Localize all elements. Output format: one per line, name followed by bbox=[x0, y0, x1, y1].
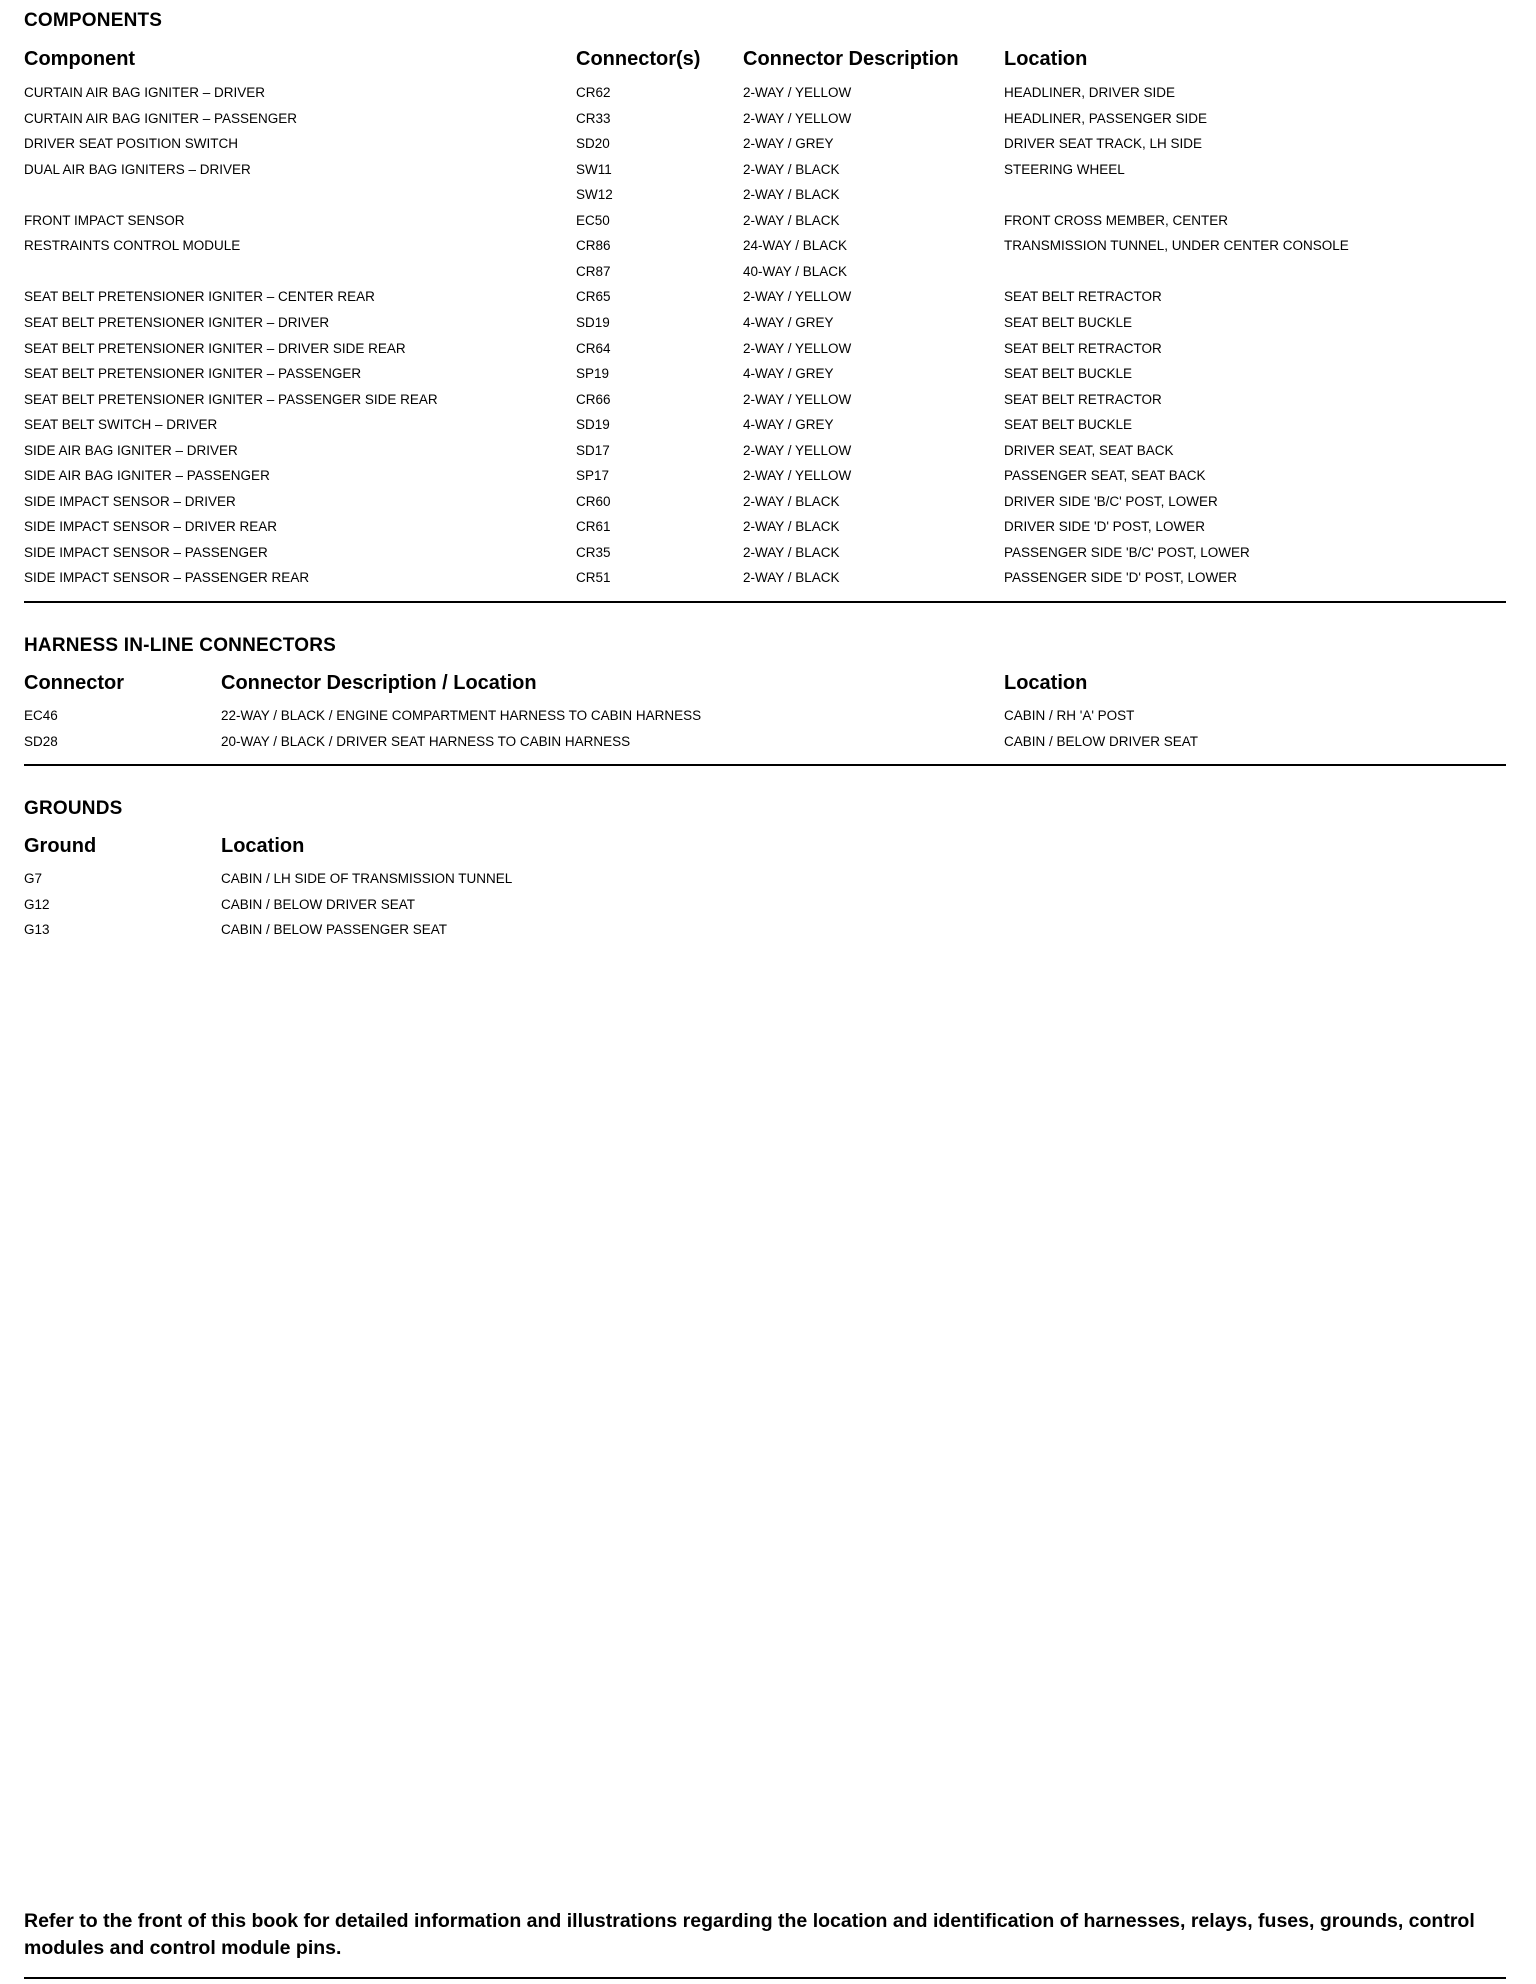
harness-location: CABIN / RH 'A' POST bbox=[1004, 708, 1135, 723]
component-name: SIDE IMPACT SENSOR – PASSENGER bbox=[24, 544, 268, 560]
component-connector-description: 40-WAY / BLACK bbox=[743, 263, 848, 279]
component-name: SIDE IMPACT SENSOR – DRIVER bbox=[24, 493, 236, 509]
section-divider bbox=[24, 601, 1506, 603]
component-name: SEAT BELT PRETENSIONER IGNITER – CENTER REAR bbox=[24, 289, 375, 305]
ground-row bbox=[24, 917, 1506, 943]
component-location: SEAT BELT BUCKLE bbox=[1004, 417, 1133, 433]
component-row bbox=[24, 489, 1506, 515]
component-row bbox=[24, 463, 1506, 489]
component-connector-description: 2-WAY / BLACK bbox=[743, 187, 840, 203]
component-location: STEERING WHEEL bbox=[1004, 161, 1125, 177]
component-connector: CR86 bbox=[576, 238, 611, 254]
component-connector-description: 2-WAY / BLACK bbox=[743, 544, 840, 560]
component-name: CURTAIN AIR BAG IGNITER – DRIVER bbox=[24, 85, 266, 100]
component-location: HEADLINER, DRIVER SIDE bbox=[1004, 85, 1176, 100]
component-connector-description: 2-WAY / BLACK bbox=[743, 519, 840, 535]
component-row bbox=[24, 361, 1506, 387]
harness-title: HARNESS IN-LINE CONNECTORS bbox=[24, 635, 337, 656]
components-header-connectors: Connector(s) bbox=[576, 48, 701, 70]
component-row bbox=[24, 438, 1506, 464]
component-row bbox=[24, 310, 1506, 336]
component-location: SEAT BELT RETRACTOR bbox=[1004, 340, 1162, 356]
component-connector: CR64 bbox=[576, 340, 611, 356]
component-connector: EC50 bbox=[576, 212, 610, 228]
ground-location: CABIN / LH SIDE OF TRANSMISSION TUNNEL bbox=[221, 871, 513, 886]
component-location: FRONT CROSS MEMBER, CENTER bbox=[1004, 212, 1229, 228]
component-row bbox=[24, 182, 1506, 208]
component-location: SEAT BELT BUCKLE bbox=[1004, 366, 1133, 382]
grounds-title: GROUNDS bbox=[24, 798, 123, 819]
component-connector-description: 2-WAY / YELLOW bbox=[743, 85, 852, 100]
harness-row bbox=[24, 703, 1506, 729]
ground-row bbox=[24, 892, 1506, 918]
component-connector: SW12 bbox=[576, 187, 613, 203]
component-name: SEAT BELT PRETENSIONER IGNITER – PASSENGER SIDE REAR bbox=[24, 391, 438, 407]
footer-note: Refer to the front of this book for detailed information and illustrations regarding the location and identification of harnesses, relays, fuses, grounds, control modules and control module pins. bbox=[24, 1910, 1475, 1959]
component-connector-description: 2-WAY / YELLOW bbox=[743, 340, 852, 356]
footer-rule bbox=[24, 1977, 1506, 1979]
component-row bbox=[24, 284, 1506, 310]
component-row bbox=[24, 131, 1506, 157]
component-connector: CR62 bbox=[576, 85, 611, 100]
component-connector: CR87 bbox=[576, 263, 611, 279]
component-connector: SP17 bbox=[576, 468, 610, 484]
component-location: TRANSMISSION TUNNEL, UNDER CENTER CONSOLE bbox=[1004, 238, 1349, 254]
component-row bbox=[24, 157, 1506, 183]
component-connector-description: 4-WAY / GREY bbox=[743, 366, 834, 382]
components-title: COMPONENTS bbox=[24, 10, 163, 31]
ground-id: G13 bbox=[24, 922, 50, 938]
harness-description: 22-WAY / BLACK / ENGINE COMPARTMENT HARNESS TO CABIN HARNESS bbox=[221, 708, 702, 723]
component-row bbox=[24, 412, 1506, 438]
component-row bbox=[24, 387, 1506, 413]
component-row bbox=[24, 208, 1506, 234]
harness-header-description: Connector Description / Location bbox=[221, 672, 537, 694]
harness-description: 20-WAY / BLACK / DRIVER SEAT HARNESS TO CABIN HARNESS bbox=[221, 733, 631, 749]
component-name: RESTRAINTS CONTROL MODULE bbox=[24, 238, 241, 254]
component-connector: SW11 bbox=[576, 161, 612, 177]
component-name: SIDE IMPACT SENSOR – DRIVER REAR bbox=[24, 519, 278, 535]
component-connector-description: 2-WAY / YELLOW bbox=[743, 110, 852, 126]
component-row bbox=[24, 565, 1506, 591]
component-connector: SD19 bbox=[576, 417, 610, 433]
component-connector: CR33 bbox=[576, 110, 611, 126]
component-name: DRIVER SEAT POSITION SWITCH bbox=[24, 136, 239, 152]
component-connector-description: 2-WAY / YELLOW bbox=[743, 442, 852, 458]
component-location: PASSENGER SEAT, SEAT BACK bbox=[1004, 468, 1206, 484]
component-name: SEAT BELT PRETENSIONER IGNITER – PASSENGER bbox=[24, 366, 362, 382]
component-name: SIDE AIR BAG IGNITER – PASSENGER bbox=[24, 468, 270, 484]
component-connector-description: 2-WAY / YELLOW bbox=[743, 289, 852, 305]
component-connector: CR65 bbox=[576, 289, 611, 305]
component-connector-description: 4-WAY / GREY bbox=[743, 417, 834, 433]
component-location: DRIVER SIDE 'D' POST, LOWER bbox=[1004, 519, 1205, 535]
harness-header-location: Location bbox=[1004, 672, 1088, 694]
component-row bbox=[24, 106, 1506, 132]
component-name: SIDE AIR BAG IGNITER – DRIVER bbox=[24, 442, 238, 458]
ground-id: G7 bbox=[24, 871, 43, 886]
component-name: DUAL AIR BAG IGNITERS – DRIVER bbox=[24, 161, 251, 177]
component-location: SEAT BELT BUCKLE bbox=[1004, 314, 1133, 330]
component-connector: CR60 bbox=[576, 493, 611, 509]
component-row bbox=[24, 259, 1506, 285]
component-location: DRIVER SEAT TRACK, LH SIDE bbox=[1004, 136, 1203, 152]
ground-location: CABIN / BELOW PASSENGER SEAT bbox=[221, 922, 448, 938]
component-name: SEAT BELT PRETENSIONER IGNITER – DRIVER SIDE REAR bbox=[24, 340, 406, 356]
component-name: SEAT BELT SWITCH – DRIVER bbox=[24, 417, 218, 433]
component-connector-description: 2-WAY / GREY bbox=[743, 136, 834, 152]
component-connector: SD17 bbox=[576, 442, 610, 458]
components-header-location: Location bbox=[1004, 48, 1088, 70]
ground-id: G12 bbox=[24, 896, 50, 912]
component-connector-description: 2-WAY / BLACK bbox=[743, 570, 840, 586]
harness-row bbox=[24, 729, 1506, 755]
grounds-header-ground: Ground bbox=[24, 835, 97, 857]
components-header-description: Connector Description bbox=[743, 48, 959, 70]
harness-connector: EC46 bbox=[24, 708, 58, 723]
component-connector-description: 2-WAY / BLACK bbox=[743, 161, 840, 177]
component-location: PASSENGER SIDE 'D' POST, LOWER bbox=[1004, 570, 1237, 586]
component-connector-description: 2-WAY / BLACK bbox=[743, 493, 840, 509]
component-name: SIDE IMPACT SENSOR – PASSENGER REAR bbox=[24, 570, 310, 586]
component-connector: SD19 bbox=[576, 314, 610, 330]
component-name: SEAT BELT PRETENSIONER IGNITER – DRIVER bbox=[24, 314, 330, 330]
component-row bbox=[24, 514, 1506, 540]
component-connector-description: 24-WAY / BLACK bbox=[743, 238, 848, 254]
component-location: DRIVER SEAT, SEAT BACK bbox=[1004, 442, 1174, 458]
ground-location: CABIN / BELOW DRIVER SEAT bbox=[221, 896, 416, 912]
component-location: HEADLINER, PASSENGER SIDE bbox=[1004, 110, 1208, 126]
component-location: DRIVER SIDE 'B/C' POST, LOWER bbox=[1004, 493, 1218, 509]
grounds-header-location: Location bbox=[221, 835, 305, 857]
component-row bbox=[24, 80, 1506, 106]
component-connector-description: 2-WAY / YELLOW bbox=[743, 391, 852, 407]
component-name: CURTAIN AIR BAG IGNITER – PASSENGER bbox=[24, 110, 298, 126]
section-divider bbox=[24, 764, 1506, 766]
component-connector: CR61 bbox=[576, 519, 611, 535]
component-connector: SP19 bbox=[576, 366, 610, 382]
component-connector: SD20 bbox=[576, 136, 610, 152]
components-header-component: Component bbox=[24, 48, 136, 70]
harness-location: CABIN / BELOW DRIVER SEAT bbox=[1004, 733, 1199, 749]
component-connector: CR51 bbox=[576, 570, 611, 586]
component-connector: CR66 bbox=[576, 391, 611, 407]
component-location: SEAT BELT RETRACTOR bbox=[1004, 391, 1162, 407]
ground-row bbox=[24, 866, 1506, 892]
component-row bbox=[24, 540, 1506, 566]
harness-header-connector: Connector bbox=[24, 672, 124, 694]
component-connector: CR35 bbox=[576, 544, 611, 560]
component-connector-description: 2-WAY / YELLOW bbox=[743, 468, 852, 484]
harness-connector: SD28 bbox=[24, 733, 58, 749]
component-name: FRONT IMPACT SENSOR bbox=[24, 212, 185, 228]
component-location: PASSENGER SIDE 'B/C' POST, LOWER bbox=[1004, 544, 1250, 560]
component-connector-description: 2-WAY / BLACK bbox=[743, 212, 840, 228]
component-connector-description: 4-WAY / GREY bbox=[743, 314, 834, 330]
component-row bbox=[24, 233, 1506, 259]
component-location: SEAT BELT RETRACTOR bbox=[1004, 289, 1162, 305]
component-row bbox=[24, 336, 1506, 362]
